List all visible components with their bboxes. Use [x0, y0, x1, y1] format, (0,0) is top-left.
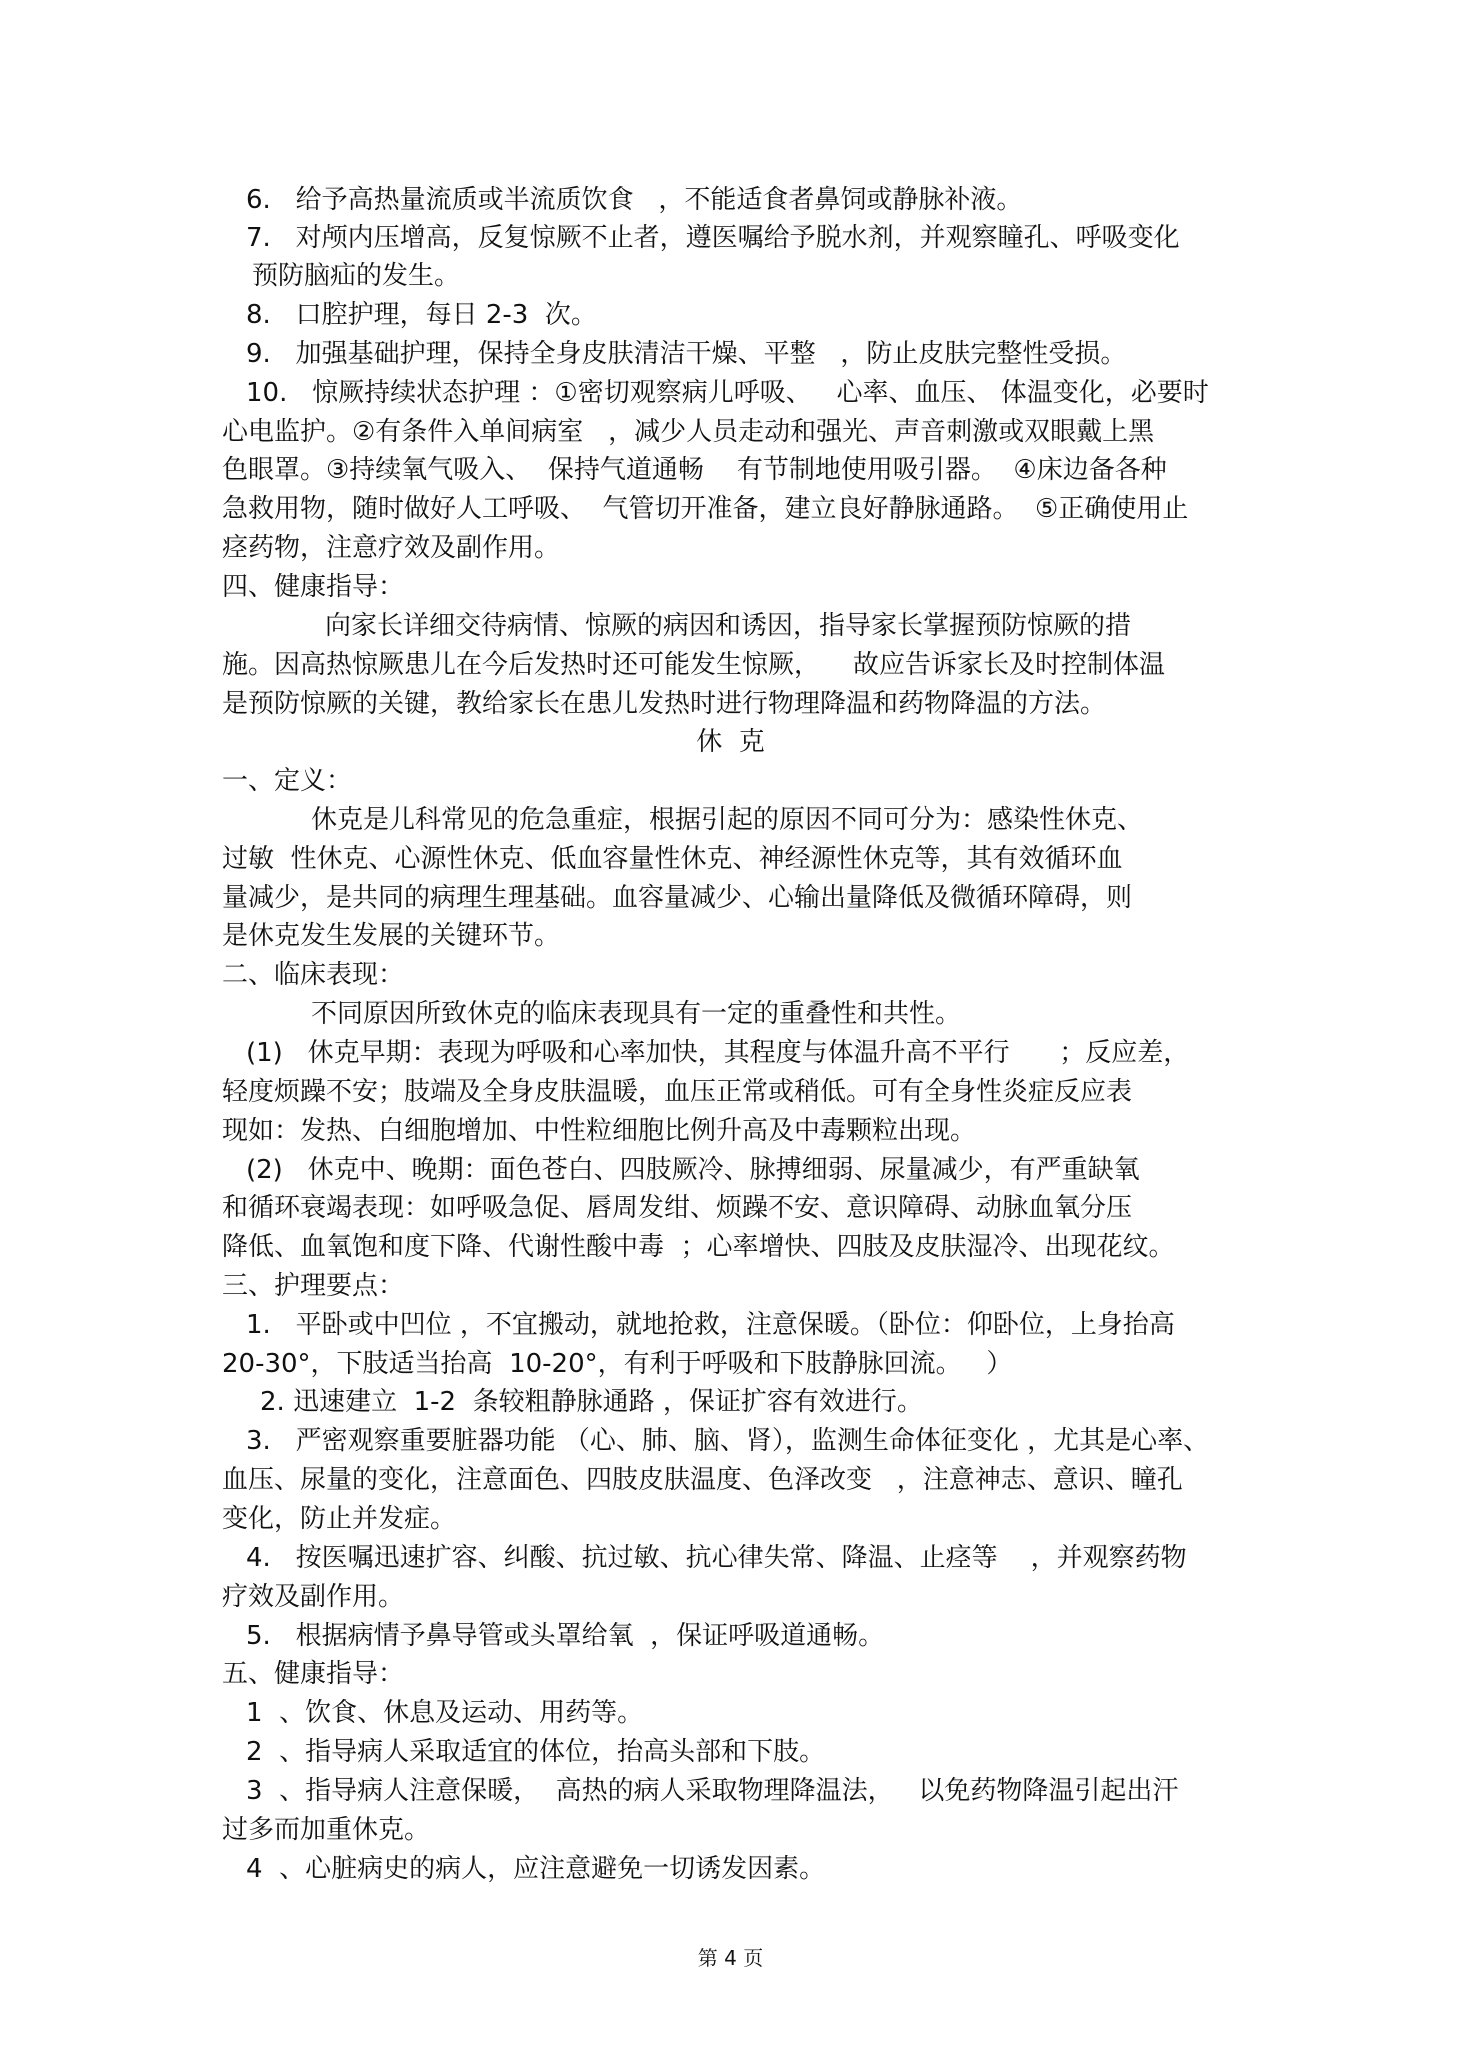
- text-line: 不同原因所致休克的临床表现具有一定的重叠性和共性。: [311, 999, 962, 1029]
- text-line: 过敏 性休克、心源性休克、低血容量性休克、神经源性休克等，其有效循环血: [222, 844, 1123, 874]
- text-line: 8. 口腔护理，每日 2-3 次。: [246, 300, 597, 330]
- text-line: 10. 惊厥持续状态护理 ：①密切观察病儿呼吸、 心率、血压、 体温变化，必要时: [246, 378, 1209, 408]
- text-line: 向家长详细交待病情、惊厥的病因和诱因，指导家长掌握预防惊厥的措: [325, 611, 1132, 641]
- text-line: 3 、指导病人注意保暖， 高热的病人采取物理降温法， 以免药物降温引起出汗: [246, 1776, 1179, 1806]
- text-line: 痉药物，注意疗效及副作用。: [222, 533, 561, 563]
- text-line: (2) 休克中、晚期：面色苍白、四肢厥冷、脉搏细弱、尿量减少，有严重缺氧: [246, 1155, 1140, 1185]
- text-line: 预防脑疝的发生。: [252, 261, 461, 291]
- text-line: 色眼罩。③持续氧气吸入、 保持气道通畅 有节制地使用吸引器。 ④床边备各种: [222, 455, 1167, 485]
- text-line: 轻度烦躁不安；肢端及全身皮肤温暖，血压正常或稍低。可有全身性炎症反应表: [222, 1077, 1133, 1107]
- page-number: 第 4 页: [697, 1946, 764, 1970]
- text-line: 血压、尿量的变化，注意面色、四肢皮肤温度、色泽改变 ，注意神志、意识、瞳孔: [222, 1465, 1183, 1495]
- chapter-title: 休 克: [696, 727, 765, 757]
- text-line: 1 、饮食、休息及运动、用药等。: [246, 1698, 644, 1728]
- text-line: 疗效及副作用。: [222, 1582, 405, 1612]
- text-line: 心电监护。②有条件入单间病室 ，减少人员走动和强光、声音刺激或双眼戴上黑: [222, 417, 1155, 447]
- section-heading: 五、健康指导：: [222, 1659, 405, 1689]
- text-line: 9. 加强基础护理，保持全身皮肤清洁干燥、平整 ，防止皮肤完整性受损。: [246, 339, 1127, 369]
- text-line: 休克是儿科常见的危急重症，根据引起的原因不同可分为：感染性休克、: [311, 805, 1144, 835]
- text-line: 2. 迅速建立 1-2 条较粗静脉通路 ，保证扩容有效进行。: [260, 1387, 923, 1417]
- text-line: 施。因高热惊厥患儿在今后发热时还可能发生惊厥， 故应告诉家长及时控制体温: [222, 650, 1166, 680]
- text-line: 是预防惊厥的关键，教给家长在患儿发热时进行物理降温和药物降温的方法。: [222, 689, 1107, 719]
- text-line: 急救用物，随时做好人工呼吸、 气管切开准备，建立良好静脉通路。 ⑤正确使用止: [222, 494, 1189, 524]
- section-heading: 三、护理要点：: [222, 1271, 405, 1301]
- text-line: 变化，防止并发症。: [222, 1504, 457, 1534]
- text-line: 降低、血氧饱和度下降、代谢性酸中毒 ；心率增快、四肢及皮肤湿冷、出现花纹。: [222, 1232, 1175, 1262]
- text-line: 6. 给予高热量流质或半流质饮食 ，不能适食者鼻饲或静脉补液。: [246, 185, 1023, 215]
- text-line: 4 、心脏病史的病人，应注意避免一切诱发因素。: [246, 1854, 826, 1884]
- text-line: 和循环衰竭表现：如呼吸急促、唇周发绀、烦躁不安、意识障碍、动脉血氧分压: [222, 1193, 1133, 1223]
- text-line: 5. 根据病情予鼻导管或头罩给氧 ，保证呼吸道通畅。: [246, 1621, 885, 1651]
- text-line: 1. 平卧或中凹位 ，不宜搬动，就地抢救，注意保暖。（卧位：仰卧位，上身抬高: [246, 1310, 1175, 1340]
- section-heading: 二、临床表现：: [222, 960, 405, 990]
- text-line: 过多而加重休克。: [222, 1815, 431, 1845]
- section-heading: 四、健康指导：: [222, 572, 405, 602]
- text-line: 2 、指导病人采取适宜的体位，抬高头部和下肢。: [246, 1737, 826, 1767]
- text-line: 是休克发生发展的关键环节。: [222, 921, 561, 951]
- text-line: 现如：发热、白细胞增加、中性粒细胞比例升高及中毒颗粒出现。: [222, 1116, 977, 1146]
- text-line: 20-30°，下肢适当抬高 10-20°，有利于呼吸和下肢静脉回流。 ）: [222, 1349, 1013, 1379]
- text-line: (1) 休克早期：表现为呼吸和心率加快，其程度与体温升高不平行 ；反应差，: [246, 1038, 1190, 1068]
- text-line: 7. 对颅内压增高，反复惊厥不止者，遵医嘱给予脱水剂，并观察瞳孔、呼吸变化: [246, 223, 1180, 253]
- text-line: 3. 严密观察重要脏器功能 （心、肺、脑、肾），监测生命体征变化 ，尤其是心率、: [246, 1426, 1210, 1456]
- text-line: 量减少，是共同的病理生理基础。血容量减少、心输出量降低及微循环障碍，则: [222, 883, 1133, 913]
- text-line: 4. 按医嘱迅速扩容、纠酸、抗过敏、抗心律失常、降温、止痉等 ，并观察药物: [246, 1543, 1187, 1573]
- section-heading: 一、定义：: [222, 766, 353, 796]
